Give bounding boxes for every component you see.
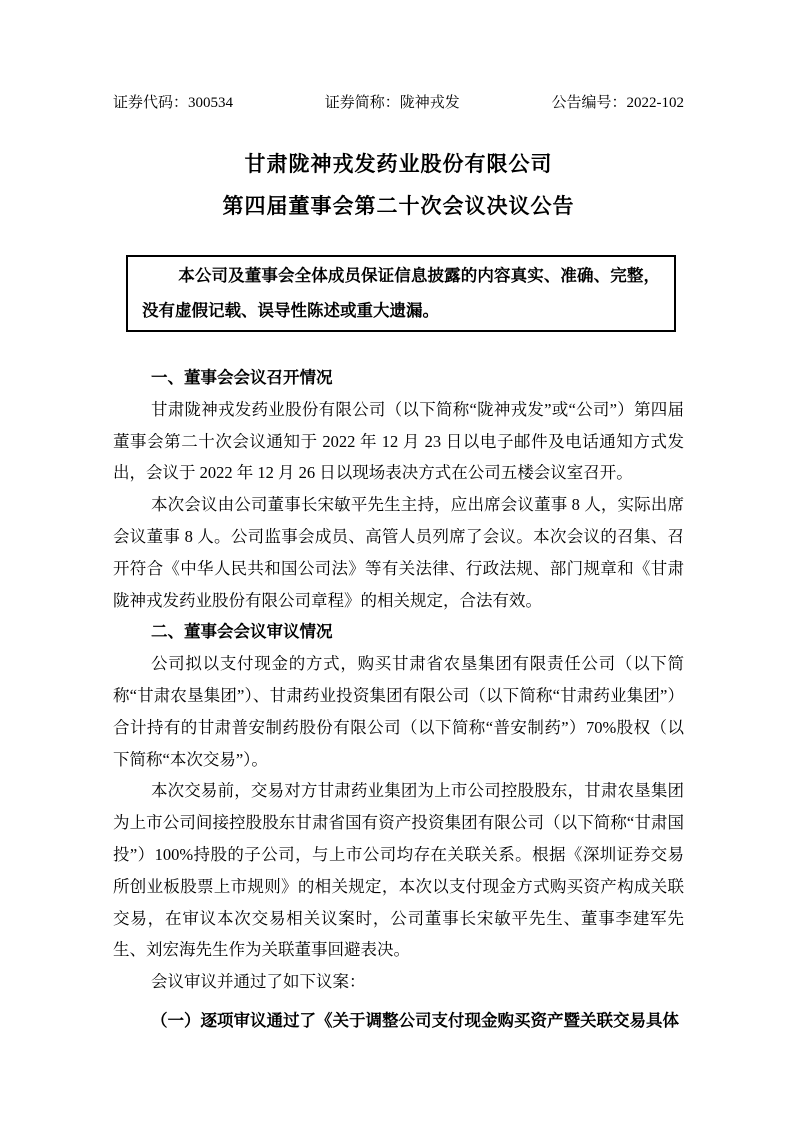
title-company-name: 甘肃陇神戎发药业股份有限公司 (244, 152, 553, 176)
section-2-paragraph-3: 会议审议并通过了如下议案： (150, 972, 366, 992)
document-title (113, 143, 684, 227)
section-1-heading: 一、董事会会议召开情况 (150, 368, 333, 387)
resolution-item-1: （一）逐项审议通过了《关于调整公司支付现金购买资产暨关联交易具体 (150, 1010, 679, 1030)
section-1-paragraph-1: 甘肃陇神戎发药业股份有限公司（以下简称“陇神戎发”或“公司”）第四届董事会第二十次会议通知于 2022 年 12 月 23 日以电子邮件及电话通知方式发出，会议于 2022 年 12 月 26 日以现场表决方式在公司五楼会议室召开。 (113, 399, 684, 483)
section-2-paragraph-2: 本次交易前，交易对方甘肃药业集团为上市公司控股股东，甘肃农垦集团为上市公司间接控股股东甘肃省国有资产投资集团有限公司（以下简称“甘肃国投”）100%持股的子公司，与上市公司均存在关联关系。根据《深圳证券交易所创业板股票上市规则》的相关规定，本次以支付现金方式购买资产构成关联交易，在审议本次交易相关议案时，公司董事长宋敏平先生、董事李建军先生、刘宏海先生作为关联董事回避表决。 (113, 781, 684, 960)
section-2-heading: 二、董事会会议审议情况 (150, 622, 333, 642)
document-body (113, 362, 684, 1037)
section-2-paragraph-1: 公司拟以支付现金的方式，购买甘肃省农垦集团有限责任公司（以下简称“甘肃农垦集团”）、甘肃药业投资集团有限公司（以下简称“甘肃药业集团”）合计持有的甘肃普安制药股份有限公司（以下简称“普安制药”）70%股权（以下简称“本次交易”）。 (113, 654, 684, 769)
stock-code: 证券代码：300534 (113, 95, 234, 111)
section-1-paragraph-2: 本次会议由公司董事长宋敏平先生主持，应出席会议董事 8 人，实际出席会议董事 8 人。公司监事会成员、高管人员列席了会议。本次会议的召集、召开符合《中华人民共和国公司法》等有关法律、行政法规、部门规章和《甘肃陇神戎发药业股份有限公司章程》的相关规定，合法有效。 (113, 495, 684, 610)
announcement-number: 公告编号：2022-102 (551, 95, 684, 111)
stock-short-name: 证券简称：陇神戎发 (324, 95, 460, 111)
disclaimer-text: 本公司及董事会全体成员保证信息披露的内容真实、准确、完整，没有虚假记载、误导性陈述或重大遗漏。 (142, 266, 660, 320)
document-header (113, 93, 684, 113)
title-meeting-name: 第四届董事会第二十次会议决议公告 (222, 194, 575, 218)
disclaimer-box (126, 255, 676, 332)
